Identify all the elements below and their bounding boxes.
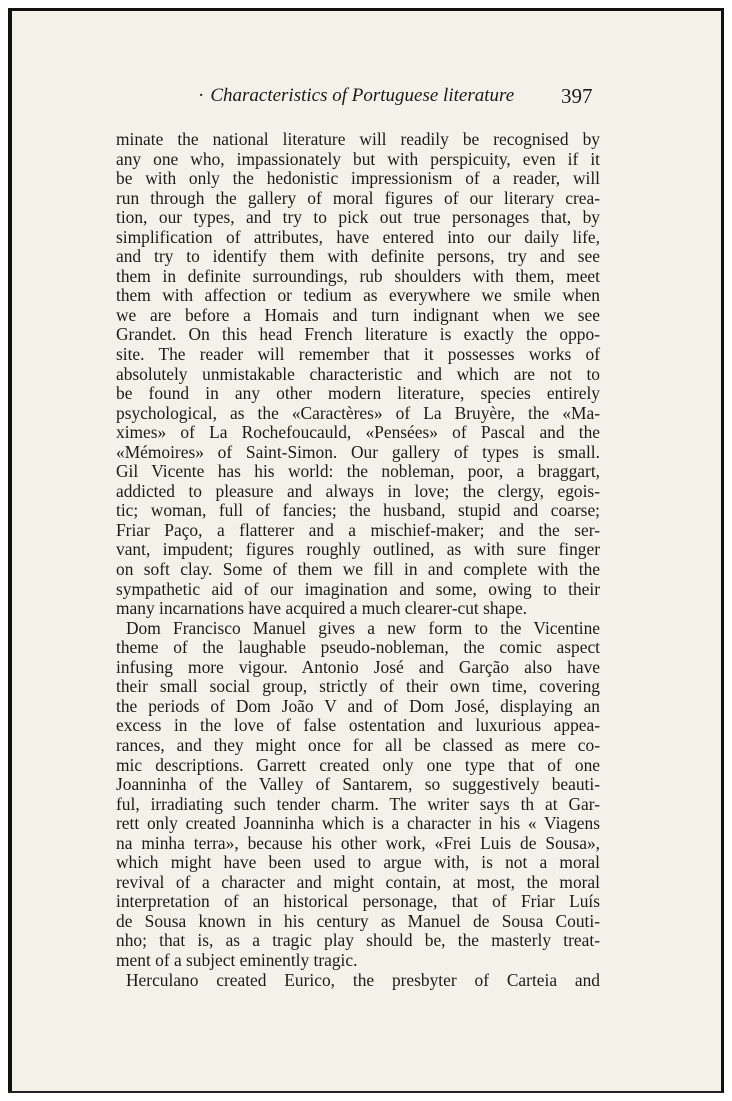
text-line: any one who, impassionately but with perspicuity, even if it (116, 148, 600, 169)
text-line: Herculano created Eurico, the presbyter of Carteia and (126, 969, 600, 990)
text-line: them in definite surroundings, rub shoulders with them, meet (116, 265, 600, 286)
text-line: theme of the laughable pseudo-nobleman, the comic aspect (116, 637, 600, 658)
text-line: be with only the hedonistic impressionism of a reader, will (116, 168, 600, 189)
text-line: excess in the love of false ostentation and luxurious appea- (116, 715, 600, 736)
text-line: mic descriptions. Garrett created only one type that of one (116, 754, 600, 775)
text-line: sympathetic aid of our imagination and some, owing to their (116, 578, 600, 599)
text-line: them with affection or tedium as everywhere we smile when (116, 285, 600, 306)
page-number: 397 (561, 84, 593, 108)
text-line: interpretation of an historical personage, that of Friar Luís (116, 891, 600, 912)
text-line: which might have been used to argue with, is not a moral (116, 852, 600, 873)
text-line: Gil Vicente has his world: the nobleman, poor, a braggart, (116, 461, 600, 482)
text-line: psychological, as the «Caractères» of La Bruyère, the «Ma- (116, 402, 600, 423)
text-line: nho; that is, as a tragic play should be, the masterly treat- (116, 930, 600, 951)
text-line: «Mémoires» of Saint-Simon. Our gallery of types is small. (116, 441, 600, 462)
text-line: addicted to pleasure and always in love; the clergy, egois- (116, 480, 600, 501)
text-line: simplification of attributes, have entered into our daily life, (116, 226, 600, 247)
text-line: vant, impudent; figures roughly outlined, as with sure finger (116, 539, 600, 560)
text-line: be found in any other modern literature, species entirely (116, 383, 600, 404)
text-line: Dom Francisco Manuel gives a new form to the Vicentine (126, 617, 600, 638)
text-line: run through the gallery of moral figures of our literary crea- (116, 187, 600, 208)
text-line: site. The reader will remember that it possesses works of (116, 344, 600, 365)
text-line: Friar Paço, a flatterer and a mischief-maker; and the ser- (116, 519, 600, 540)
text-line: revival of a character and might contain, at most, the moral (116, 871, 600, 892)
text-line: ment of a subject eminently tragic. (116, 949, 358, 970)
text-line: de Sousa known in his century as Manuel de Sousa Couti- (116, 910, 600, 931)
text-line: we are before a Homais and turn indignant when we see (116, 304, 600, 325)
text-line: na minha terra», because his other work, «Frei Luis de Sousa», (116, 832, 600, 853)
text-line: ximes» of La Rochefoucauld, «Pensées» of Pascal and the (116, 422, 600, 443)
text-line: rances, and they might once for all be classed as mere co- (116, 734, 600, 755)
text-line: Joanninha of the Valley of Santarem, so suggestively beauti- (116, 774, 600, 795)
text-line: many incarnations have acquired a much clearer-cut shape. (116, 598, 528, 619)
scan-edge-left (8, 8, 12, 1091)
running-title: Characteristics of Portuguese literature (210, 85, 515, 106)
running-head-dot: · (198, 85, 205, 106)
text-line: tion, our types, and try to pick out true personages that, by (116, 207, 600, 228)
text-line: infusing more vigour. Antonio José and Garção also have (116, 656, 600, 677)
scan-edge-top (8, 8, 721, 16)
text-line: tic; woman, full of fancies; the husband, stupid and coarse; (116, 500, 600, 521)
text-line: and try to identify them with definite persons, try and see (116, 246, 600, 267)
text-line: their small social group, strictly of their own time, covering (116, 676, 600, 697)
text-line: rett only created Joanninha which is a character in his « Viagens (116, 813, 600, 834)
text-line: absolutely unmistakable characteristic and which are not to (116, 363, 600, 384)
body-text (116, 130, 600, 990)
text-line: ful, irradiating such tender charm. The writer says th at Gar- (116, 793, 600, 814)
text-line: on soft clay. Some of them we fill in and complete with the (116, 559, 600, 580)
text-line: minate the national literature will readily be recognised by (116, 129, 600, 149)
running-head (198, 85, 598, 113)
text-line: Grandet. On this head French literature is exactly the oppo- (116, 324, 600, 345)
book-page (8, 8, 724, 1093)
text-line: the periods of Dom João V and of Dom José, displaying an (116, 695, 600, 716)
